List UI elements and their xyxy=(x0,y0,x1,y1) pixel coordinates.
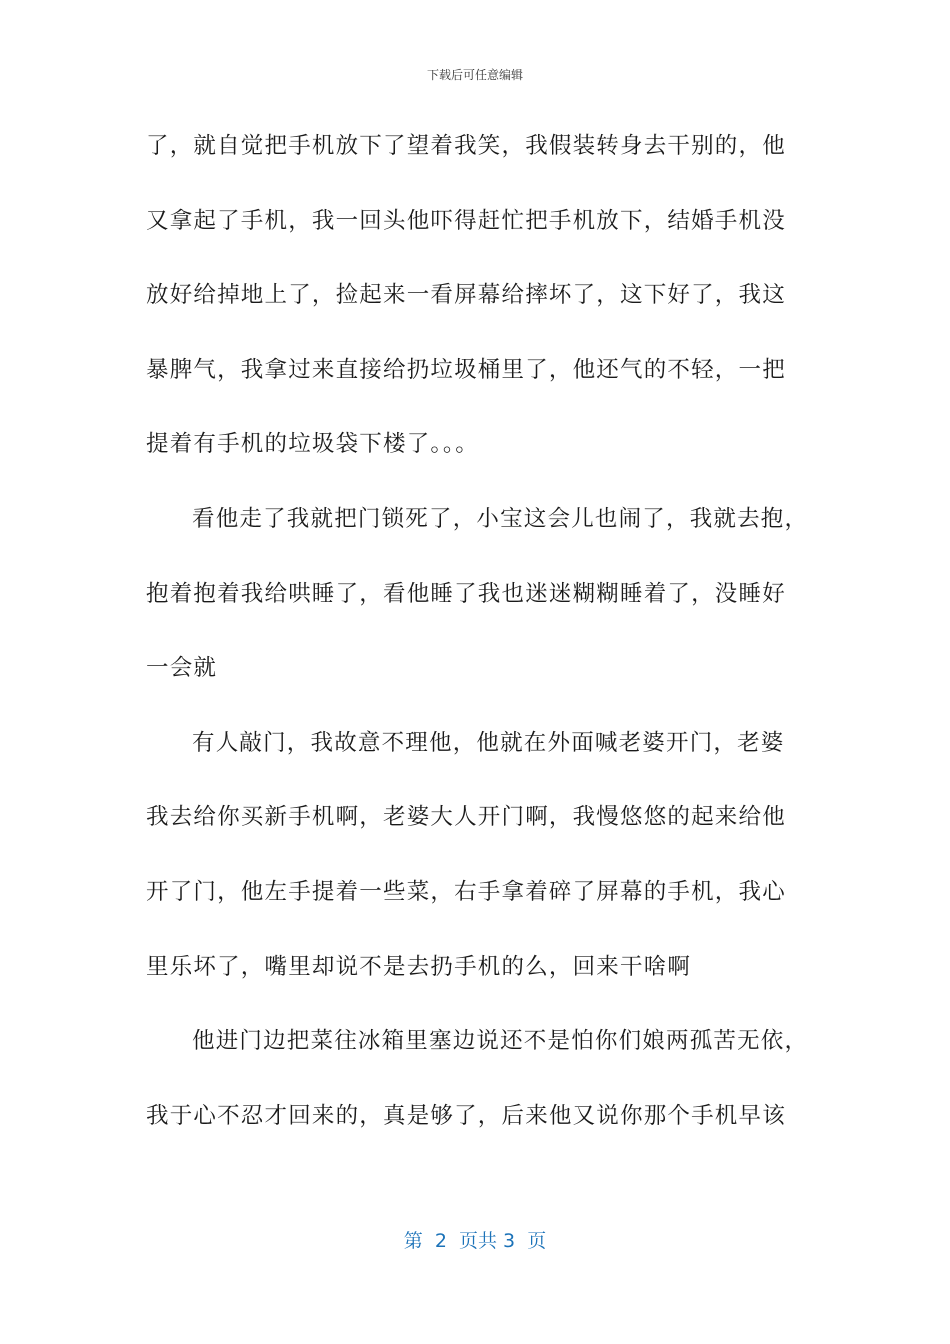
body-line-5: 提着有手机的垃圾袋下楼了。。。 xyxy=(146,431,480,458)
body-line-2: 又拿起了手机，我一回头他吓得赶忙把手机放下，结婚手机没 xyxy=(146,207,786,234)
body-line-4: 暴脾气，我拿过来直接给扔垃圾桶里了，他还气的不轻，一把 xyxy=(146,356,786,383)
document-body xyxy=(146,128,809,1172)
page-number-footer: 第 2 页共 3 页 xyxy=(403,1230,547,1252)
body-line-7: 抱着抱着我给哄睡了，看他睡了我也迷迷糊糊睡着了，没睡好 xyxy=(146,580,786,607)
body-line-12: 里乐坏了，嘴里却说不是去扔手机的么，回来干啥啊 xyxy=(146,953,692,980)
header-note: 下载后可任意编辑 xyxy=(426,68,523,82)
body-line-1: 了，就自觉把手机放下了望着我笑，我假装转身去干别的，他 xyxy=(146,133,786,159)
body-line-9: 有人敲门，我故意不理他，他就在外面喊老婆开门，老婆 xyxy=(192,729,785,756)
body-line-10: 我去给你买新手机啊，老婆大人开门啊，我慢悠悠的起来给他 xyxy=(146,804,786,831)
body-line-3: 放好给掉地上了，捡起来一看屏幕给摔坏了，这下好了，我这 xyxy=(146,282,786,309)
body-line-14: 我于心不忍才回来的，真是够了，后来他又说你那个手机早该 xyxy=(146,1102,786,1129)
body-line-13: 他进门边把菜往冰箱里塞边说还不是怕你们娘两孤苦无依， xyxy=(192,1028,809,1055)
body-line-6: 看他走了我就把门锁死了，小宝这会儿也闹了，我就去抱， xyxy=(192,505,809,532)
body-line-8: 一会就 xyxy=(146,655,218,682)
body-line-11: 开了门，他左手提着一些菜，右手拿着碎了屏幕的手机，我心 xyxy=(146,878,786,905)
